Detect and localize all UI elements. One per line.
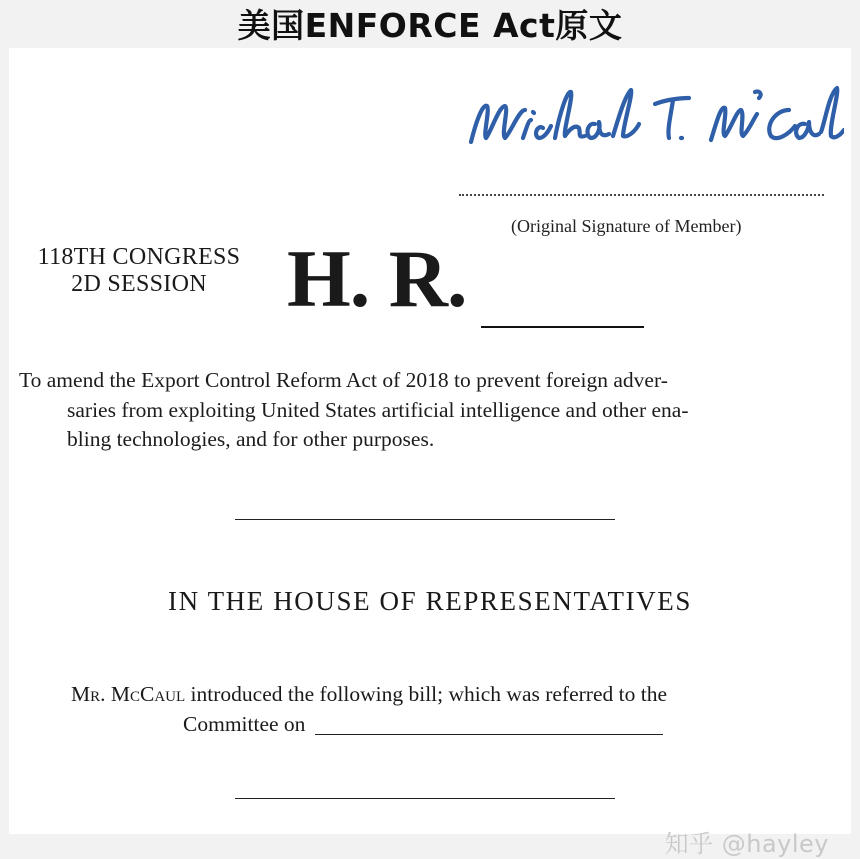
signature-caption: (Original Signature of Member) bbox=[511, 216, 742, 236]
congress-line: 118TH CONGRESS bbox=[37, 244, 241, 270]
session-line: 2D SESSION bbox=[71, 271, 207, 297]
committee-blank bbox=[315, 734, 663, 735]
bill-number-blank bbox=[481, 326, 644, 328]
introduction-statement bbox=[71, 680, 791, 739]
signature-block bbox=[449, 76, 849, 236]
sponsor-name: Mr. McCaul bbox=[71, 682, 186, 706]
committee-label: Committee on bbox=[183, 711, 306, 736]
bill-label: H. R. bbox=[287, 233, 467, 324]
handwritten-signature bbox=[459, 76, 844, 171]
congress-session bbox=[19, 244, 259, 298]
bill-purpose bbox=[19, 366, 834, 455]
divider-rule bbox=[235, 798, 615, 799]
divider-rule bbox=[235, 519, 615, 520]
introduction-text: introduced the following bill; which was referred to the bbox=[190, 682, 667, 706]
house-heading: IN THE HOUSE OF REPRESENTATIVES bbox=[168, 586, 692, 616]
bill-document bbox=[9, 48, 851, 858]
signature-dotted-line bbox=[459, 194, 824, 196]
page-title: 美国ENFORCE Act原文 bbox=[237, 5, 623, 45]
purpose-line-3: bling technologies, and for other purposes. bbox=[67, 427, 435, 451]
purpose-line-2: saries from exploiting United States artificial intelligence and other ena- bbox=[67, 397, 689, 422]
purpose-line-1: To amend the Export Control Reform Act of 2018 to prevent foreign adver- bbox=[19, 368, 668, 392]
watermark: 知乎 @hayley bbox=[664, 830, 829, 858]
